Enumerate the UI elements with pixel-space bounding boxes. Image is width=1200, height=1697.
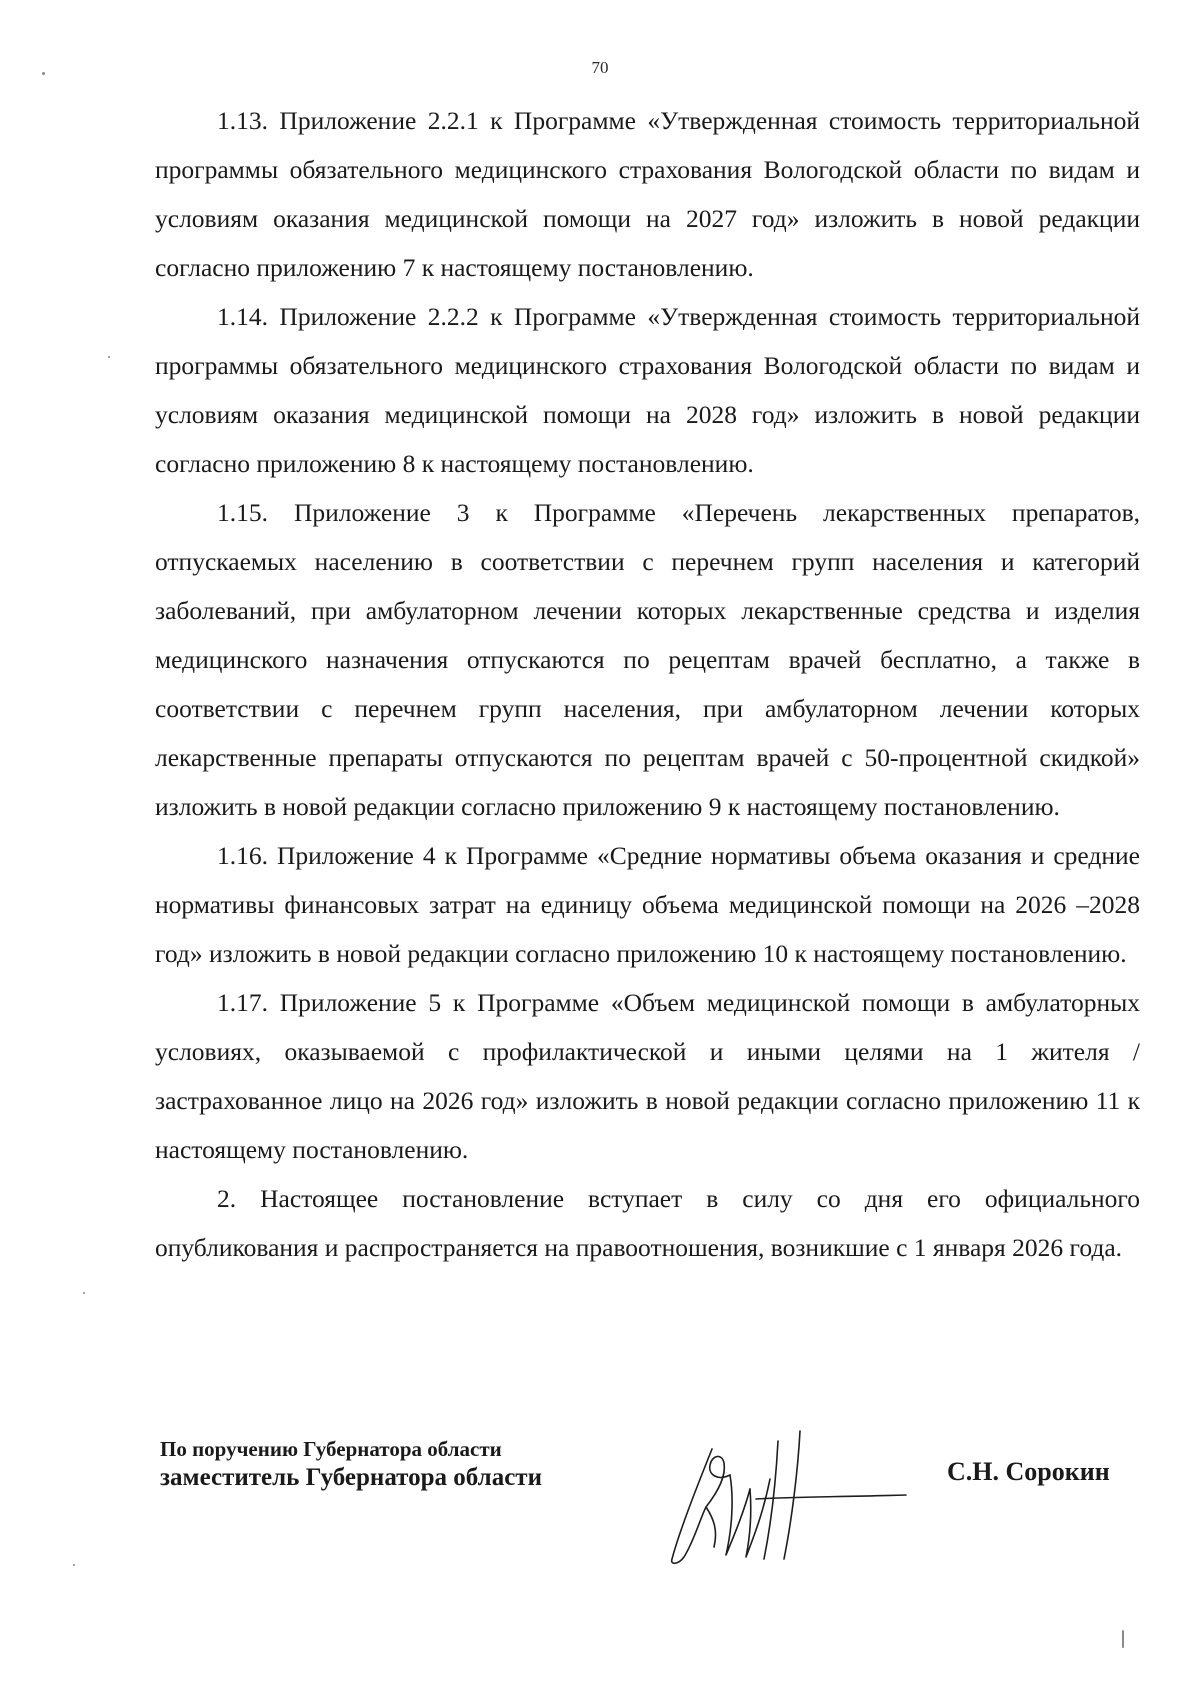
page-number: 70 xyxy=(591,58,609,77)
signature-block xyxy=(0,1437,1200,1577)
handwritten-signature xyxy=(660,1419,920,1569)
scan-speck xyxy=(1122,1630,1124,1648)
signer-position: заместитель Губернатора области xyxy=(160,1464,542,1491)
paragraph-1-14: 1.14. Приложение 2.2.2 к Программе «Утвержденная стоимость территориальной программы обязательного медицинского страхования Вологодской области по видам и условиям оказания медицинской помощи на 2028 год» изложить в новой редакции согласно приложению 8 к настоящему постановлению. xyxy=(155,302,1140,478)
paragraph-1-15: 1.15. Приложение 3 к Программе «Перечень лекарственных препаратов, отпускаемых населению в соответствии с перечнем групп населения и категорий заболеваний, при амбулаторном лечении которых лекарственные средства и изделия медицинского назначения отпускаются по рецептам врачей бесплатно, а также в соответствии с перечнем групп населения, при амбулаторном лечении которых лекарственные препараты отпускаются по рецептам врачей с 50-процентной скидкой» изложить в новой редакции согласно приложению 9 к настоящему постановлению. xyxy=(155,498,1140,821)
paragraph-1-17: 1.17. Приложение 5 к Программе «Объем медицинской помощи в амбулаторных условиях, оказываемой с профилактической и иными целями на 1 жителя / застрахованное лицо на 2026 год» изложить в новой редакции согласно приложению 11 к настоящему постановлению. xyxy=(155,988,1140,1164)
paragraph-1-16: 1.16. Приложение 4 к Программе «Средние нормативы объема оказания и средние нормативы финансовых затрат на единицу объема медицинской помощи на 2026 –2028 год» изложить в новой редакции согласно приложению 10 к настоящему постановлению. xyxy=(155,841,1140,968)
paragraph-1-13: 1.13. Приложение 2.2.1 к Программе «Утвержденная стоимость территориальной программы обязательного медицинского страхования Вологодской области по видам и условиям оказания медицинской помощи на 2027 год» изложить в новой редакции согласно приложению 7 к настоящему постановлению. xyxy=(155,106,1140,282)
signer-name: С.Н. Сорокин xyxy=(947,1457,1110,1486)
scan-speck xyxy=(83,1292,85,1294)
scan-speck xyxy=(108,356,110,358)
scan-speck xyxy=(42,72,45,75)
signer-authority-line: По поручению Губернатора области xyxy=(160,1437,502,1461)
scan-speck xyxy=(73,1564,75,1566)
paragraph-2: 2. Настоящее постановление вступает в силу со дня его официального опубликования и распространяется на правоотношения, возникшие с 1 января 2026 года. xyxy=(155,1184,1140,1262)
document-body xyxy=(155,96,1140,1272)
